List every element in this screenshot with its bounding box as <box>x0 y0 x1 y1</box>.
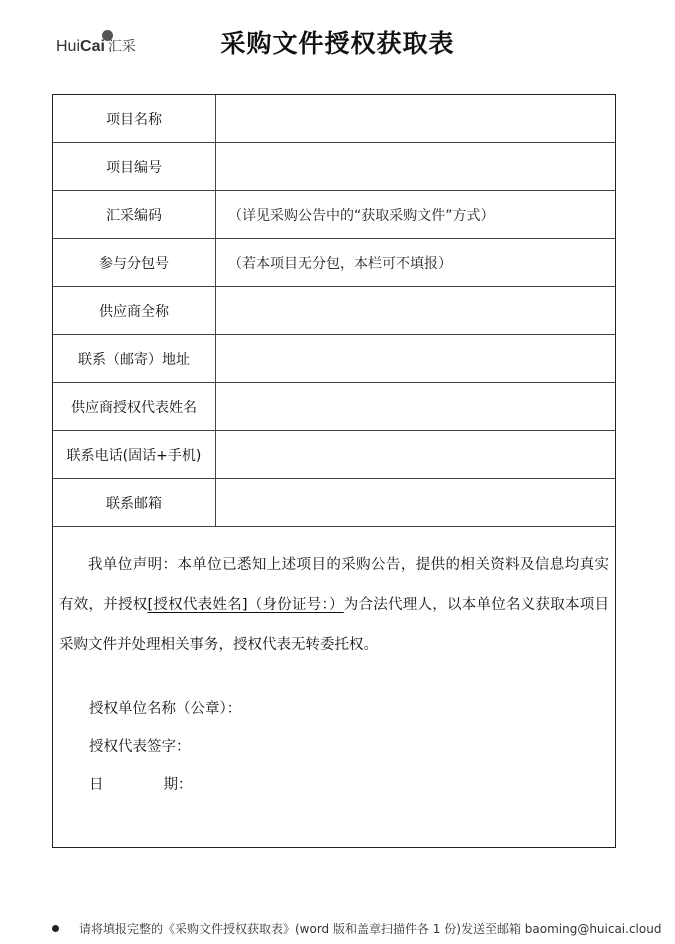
document-title: 采购文件授权获取表 <box>220 29 455 58</box>
field-project-number[interactable] <box>216 143 615 190</box>
field-lot-number[interactable]: （若本项目无分包，本栏可不填报） <box>228 255 452 272</box>
seal-label: 授权单位名称（公章）： <box>89 701 242 717</box>
declaration-section <box>53 527 615 847</box>
field-representative-name[interactable] <box>216 383 615 430</box>
date-label-part-1: 日 <box>89 777 104 793</box>
label-supplier-name: 供应商全称 <box>53 287 216 334</box>
form-row-project-number <box>53 143 615 191</box>
form-row-phone <box>53 431 615 479</box>
date-label-part-2: 期： <box>163 777 193 793</box>
form-row-address <box>53 335 615 383</box>
label-project-number: 项目编号 <box>53 143 216 190</box>
field-huicai-code[interactable]: （详见采购公告中的“获取采购文件”方式） <box>228 207 495 224</box>
field-email[interactable] <box>216 479 615 526</box>
representative-blank[interactable]: [授权代表姓名]（身份证号：） <box>147 597 344 613</box>
logo-chinese: 汇采 <box>107 39 136 55</box>
form-row-huicai-code <box>53 191 615 239</box>
date-label <box>89 773 193 794</box>
declaration-text-before: 我单位声明：本单位已悉知上述项目的采购公告，提供的相关资料及信息均真实有效，并授权 <box>59 557 609 613</box>
form-row-lot-number <box>53 239 615 287</box>
label-address: 联系（邮寄）地址 <box>53 335 216 382</box>
field-project-name[interactable] <box>216 95 615 142</box>
label-project-name: 项目名称 <box>53 95 216 142</box>
declaration-paragraph <box>59 545 609 665</box>
logo-latin-prefix: Hui <box>56 38 81 55</box>
logo-latin-bold: Cai <box>80 38 105 55</box>
label-representative-name: 供应商授权代表姓名 <box>53 383 216 430</box>
form-row-project-name <box>53 95 615 143</box>
signature-label: 授权代表签字： <box>89 739 191 755</box>
footer-note <box>52 920 661 937</box>
label-phone: 联系电话(固话+手机) <box>53 431 216 478</box>
field-address[interactable] <box>216 335 615 382</box>
field-phone[interactable] <box>216 431 615 478</box>
label-huicai-code: 汇采编码 <box>53 191 216 238</box>
footer-note-text: 请将填报完整的《采购文件授权获取表》(word 版和盖章扫描件各 1 份)发送至邮箱 baoming@huicai.cloud <box>79 922 662 936</box>
authorization-form <box>52 94 616 848</box>
field-supplier-name[interactable] <box>216 287 615 334</box>
form-row-email <box>53 479 615 527</box>
label-lot-number: 参与分包号 <box>53 239 216 286</box>
label-email: 联系邮箱 <box>53 479 216 526</box>
form-row-representative-name <box>53 383 615 431</box>
form-row-supplier-name <box>53 287 615 335</box>
bullet-icon <box>52 925 59 932</box>
declaration-text-after: 为合法代理人，以本单位名义获取本项目采购文件并处理相关事务，授权代表无转委托权。 <box>59 597 610 653</box>
